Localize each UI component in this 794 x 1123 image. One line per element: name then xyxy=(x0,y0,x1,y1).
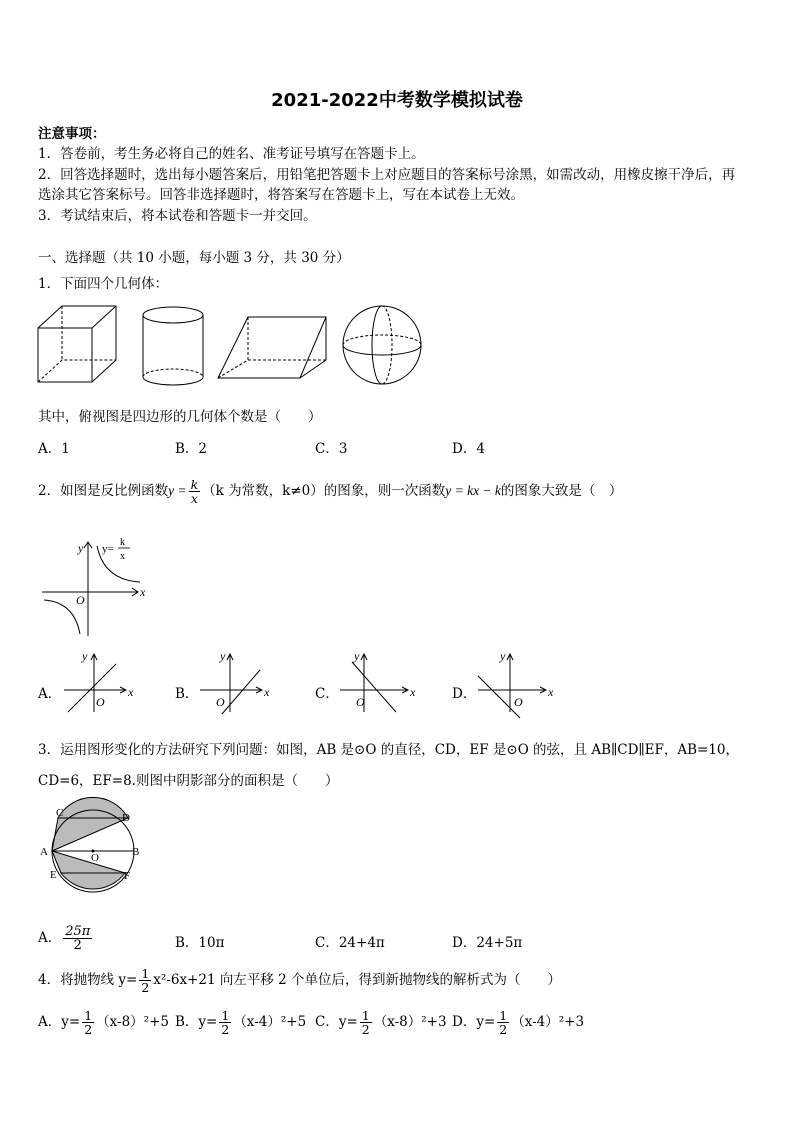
q2-option-d-label: D． xyxy=(452,686,477,702)
q4-option-c-label: C．y= xyxy=(315,1014,358,1030)
q3-circle-figure xyxy=(36,806,146,896)
q1-question: 其中，俯视图是四边形的几何体个数是（ ） xyxy=(38,409,322,425)
q2-stem-b: （k 为常数，k≠0）的图象，则一次函数 xyxy=(202,483,446,499)
notice-item-3: 3．考试结束后，将本试卷和答题卡一并交回。 xyxy=(38,208,317,224)
q2-option-d-graph xyxy=(476,650,556,714)
cylinder-figure xyxy=(143,307,203,385)
q3-label-b: B xyxy=(132,846,140,858)
prism-figure xyxy=(218,317,326,378)
q2-graph-y-label: y xyxy=(78,541,84,555)
q4-option-a-tail: （x-8）²+5 xyxy=(96,1014,169,1030)
q2-d-y: y xyxy=(500,649,506,663)
q1-solids-figure xyxy=(30,300,430,400)
q4-d-den: 2 xyxy=(499,1022,508,1037)
q3-line2: CD=6，EF=8.则图中阴影部分的面积是（ ） xyxy=(38,773,339,789)
q4-b-den: 2 xyxy=(221,1022,230,1037)
q4-b-num: 1 xyxy=(221,1008,230,1023)
q2-graph-x-label: x xyxy=(140,585,146,599)
q3-option-b: B．10π xyxy=(175,935,225,951)
q1-option-a: A．1 xyxy=(38,441,70,457)
q3-label-c: C xyxy=(56,807,64,819)
q2-option-b-label: B． xyxy=(175,686,199,702)
q3-label-e: E xyxy=(50,869,57,881)
q2-fraction-num: k xyxy=(190,477,199,492)
q4-option-a xyxy=(38,1004,169,1040)
q2-c-o: O xyxy=(356,695,365,709)
q4-option-c xyxy=(315,1004,447,1040)
q3-option-c: C．24+4π xyxy=(315,935,385,951)
q1-stem: 1．下面四个几何体： xyxy=(38,276,169,292)
q4-option-a-label: A．y= xyxy=(38,1014,81,1030)
q2-d-o: O xyxy=(514,695,523,709)
q2-graph-func-x: x xyxy=(120,551,125,562)
q4-option-b xyxy=(175,1004,306,1040)
q3-option-a xyxy=(38,918,94,958)
q3-option-a-label: A． xyxy=(38,930,62,946)
q2-a-x: x xyxy=(128,685,134,699)
q4-a-den: 2 xyxy=(84,1022,93,1037)
q2-graph-func-k: k xyxy=(120,537,125,548)
q3-label-f: F xyxy=(124,870,131,882)
notice-item-2: 2．回答选择题时，选出每小题答案后，用铅笔把答题卡上对应题目的答案标号涂黑，如需改动，用橡皮擦干净后，再 xyxy=(38,167,736,183)
q2-b-x: x xyxy=(264,685,270,699)
q2-graph-origin: O xyxy=(76,593,85,607)
q4-option-b-fraction xyxy=(219,1009,231,1036)
q4-option-c-fraction xyxy=(360,1009,372,1036)
q2-fraction-den: x xyxy=(190,491,198,506)
q4-option-d-label: D．y= xyxy=(452,1014,496,1030)
q2-hyperbola-graph xyxy=(38,532,158,642)
q2-option-b-graph xyxy=(198,650,278,714)
q2-graph-func-y: y= xyxy=(102,543,114,555)
q3-option-a-den: 2 xyxy=(73,938,82,953)
q2-c-x: x xyxy=(410,685,416,699)
q1-option-d: D．4 xyxy=(452,441,485,457)
q3-option-d: D．24+5π xyxy=(452,935,523,951)
q4-fraction-den: 2 xyxy=(141,980,150,995)
q2-stem-c: 的图象大致是（ ） xyxy=(500,483,623,499)
q1-option-c: C．3 xyxy=(315,441,348,457)
notice-heading: 注意事项： xyxy=(38,126,106,142)
q4-a-num: 1 xyxy=(84,1008,93,1023)
q2-c-y: y xyxy=(354,649,360,663)
q2-option-c-label: C． xyxy=(315,686,339,702)
q4-stem xyxy=(38,962,561,998)
q2-d-x: x xyxy=(548,685,554,699)
q3-label-d: D xyxy=(122,812,130,824)
q2-option-a-graph xyxy=(60,650,140,714)
q4-stem-b: x²-6x+21 向左平移 2 个单位后，得到新抛物线的解析式为（ ） xyxy=(153,972,562,988)
q4-c-num: 1 xyxy=(361,1008,370,1023)
q4-option-d xyxy=(452,1004,584,1040)
q4-fraction xyxy=(139,967,151,994)
q3-label-a: A xyxy=(40,846,48,858)
section-heading: 一、选择题（共 10 小题，每小题 3 分，共 30 分） xyxy=(38,250,350,266)
q2-y-eq: y = xyxy=(168,483,187,498)
q2-b-y: y xyxy=(220,649,226,663)
q2-linear: y = kx − k xyxy=(445,483,501,498)
q4-fraction-num: 1 xyxy=(141,966,150,981)
q2-b-o: O xyxy=(216,695,225,709)
q4-option-d-tail: （x-4）²+3 xyxy=(511,1014,585,1030)
q2-fraction xyxy=(189,478,201,505)
notice-item-1: 1．答卷前，考生务必将自己的姓名、准考证号填写在答题卡上。 xyxy=(38,146,425,162)
q3-option-a-num: 25π xyxy=(65,924,91,939)
q2-a-o: O xyxy=(96,695,105,709)
q4-d-num: 1 xyxy=(499,1008,508,1023)
q2-a-y: y xyxy=(82,649,88,663)
q4-stem-a: 4．将抛物线 y= xyxy=(38,972,138,988)
q3-label-o: O xyxy=(91,852,99,864)
q2-option-c-graph xyxy=(338,650,418,714)
q4-option-c-tail: （x-8）²+3 xyxy=(373,1014,447,1030)
notice-item-2-cont: 选涂其它答案标号。回答非选择题时，将答案写在答题卡上，写在本试卷上无效。 xyxy=(38,187,524,203)
q1-option-b: B．2 xyxy=(175,441,208,457)
q3-line1: 3．运用图形变化的方法研究下列问题：如图，AB 是⊙O 的直径，CD，EF 是⊙O 的弦，且 AB∥CD∥EF，AB=10， xyxy=(38,742,740,758)
q4-option-d-fraction xyxy=(497,1009,509,1036)
q4-option-b-tail: （x-4）²+5 xyxy=(233,1014,307,1030)
cube-figure xyxy=(38,306,116,382)
q3-option-a-fraction xyxy=(63,925,92,952)
q4-option-a-fraction xyxy=(82,1009,94,1036)
page-title: 2021-2022中考数学模拟试卷 xyxy=(271,90,523,111)
q2-stem xyxy=(38,474,622,508)
sphere-figure xyxy=(343,306,421,384)
q2-option-a-label: A． xyxy=(38,686,62,702)
q4-option-b-label: B．y= xyxy=(175,1014,218,1030)
q4-c-den: 2 xyxy=(361,1022,370,1037)
q2-stem-a: 2．如图是反比例函数 xyxy=(38,483,169,499)
